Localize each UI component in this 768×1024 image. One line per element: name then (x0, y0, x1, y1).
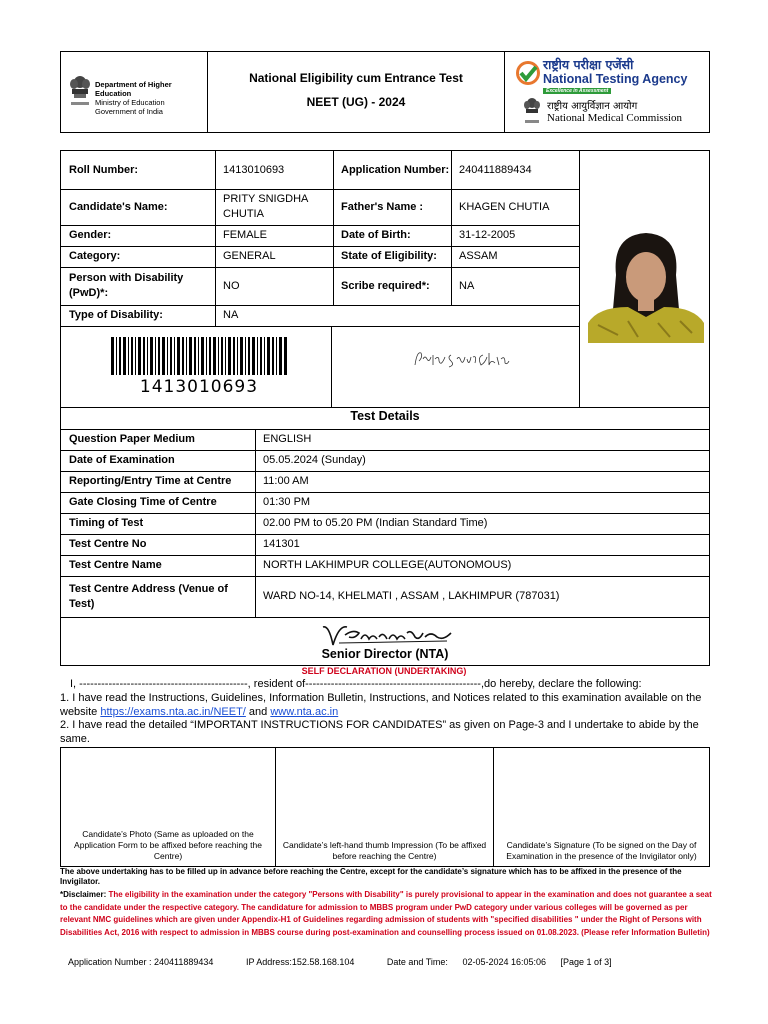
declaration-point-2: 2. I have read the detailed “IMPORTANT INSTRUCTIONS FOR CANDIDATES” as given on Page-3 and I undertake to abide by the same. (60, 719, 699, 745)
barcode-number: 1413010693 (139, 377, 259, 397)
director-title: Senior Director (NTA) (321, 647, 449, 661)
td-label-0: Question Paper Medium (69, 433, 195, 445)
dob-value: 31-12-2005 (459, 229, 516, 241)
candidate-name-value: PRITY SNIGDHA CHUTIA (223, 193, 308, 220)
state-value: ASSAM (459, 250, 498, 262)
candidate-signature (411, 343, 511, 373)
td-value-6: NORTH LAKHIMPUR COLLEGE(AUTONOMOUS) (263, 559, 512, 571)
td-value-0: ENGLISH (263, 433, 312, 445)
neet-website-link[interactable]: https://exams.nta.ac.in/NEET/ (100, 706, 246, 718)
gender-value: FEMALE (223, 229, 268, 241)
td-label-4: Timing of Test (69, 517, 144, 529)
ministry-text: Department of Higher Education Ministry of Education Government of India (95, 80, 172, 116)
td-label-1: Date of Examination (69, 454, 175, 466)
undertaking-boxes (60, 747, 710, 867)
pwd-label: Person with Disability (PwD)*: (69, 272, 184, 299)
td-label-2: Reporting/Entry Time at Centre (69, 475, 232, 487)
pwd-value: NO (223, 279, 240, 292)
footer (68, 957, 612, 967)
footer-datetime-label: Date and Time: (386, 957, 448, 967)
td-label-6: Test Centre Name (69, 559, 162, 571)
footer-page: [Page 1 of 3] (560, 957, 612, 967)
director-signature (319, 621, 455, 649)
disclaimer: *Disclaimer: The eligibility in the examination under the category "Persons with Disability" is purely provisional to appear in the examination and does not guarantee a seat to the candidate under the respective category. The candidature for admission to MBBS program under PwD category under various colleges will be governed as per relevant NMC guidelines which are given under Appendix-H1 of Guidelines regarding admission of students with "specified disabilities " under the Right of Persons with Disabilities Act, 2016 with respect to admission in MBBS course during post-examination and counselling process issued on 01.08.2023. (Please refer Information Bulletin) (60, 890, 712, 937)
scribe-label: Scribe required*: (341, 279, 430, 292)
nta-website-link[interactable]: www.nta.ac.in (270, 706, 339, 718)
td-value-7: WARD NO-14, KHELMATI , ASSAM , LAKHIMPUR (787031) (263, 590, 560, 602)
photo-box: Candidate’s Photo (Same as uploaded on the Application Form to be affixed before reaching the Centre) (61, 748, 276, 866)
disability-type-value: NA (223, 309, 239, 321)
header (60, 51, 710, 133)
gender-label: Gender: (69, 229, 112, 241)
nmc-emblem-icon (523, 96, 541, 126)
nta-logo-icon (515, 60, 541, 86)
scribe-value: NA (459, 279, 475, 292)
category-value: GENERAL (223, 250, 276, 262)
national-emblem-icon (69, 74, 91, 110)
signature-box: Candidate’s Signature (To be signed on the Day of Examination in the presence of the Invigilator only) (506, 840, 697, 861)
application-number-value: 240411889434 (459, 163, 532, 176)
declaration-point-1: 1. I have read the Instructions, Guidelines, Information Bulletin, Instructions, and Notices related to this examination available on the website https://exams.nta.ac.in/NEET/ and www.nta.ac.in (60, 692, 702, 718)
footer-ip: IP Address:152.58.168.104 (245, 957, 355, 967)
self-declaration-title: SELF DECLARATION (UNDERTAKING) (301, 666, 467, 676)
roll-number-value: 1413010693 (223, 163, 285, 176)
application-number-label: Application Number: (341, 163, 450, 176)
page-title: National Eligibility cum Entrance Test NEET (UG) - 2024 (249, 71, 463, 109)
td-label-5: Test Centre No (69, 538, 147, 550)
roll-number-label: Roll Number: (69, 163, 139, 176)
footer-app-number: Application Number : 240411889434 (68, 957, 214, 967)
td-value-5: 141301 (263, 538, 300, 550)
declaration-intro: I, ----------------------------------------------, resident of------------------------------------------------,do hereby, declare the following: (70, 678, 642, 690)
ministry-block (61, 52, 208, 132)
father-name-label: Father's Name : (341, 200, 424, 213)
td-value-3: 01:30 PM (263, 496, 311, 508)
td-value-1: 05.05.2024 (Sunday) (263, 454, 366, 466)
admit-card-details (60, 150, 710, 666)
father-name-value: KHAGEN CHUTIA (459, 200, 550, 213)
footer-datetime: 02-05-2024 16:05:06 (462, 957, 547, 967)
category-label: Category: (69, 250, 121, 262)
candidate-photo (588, 225, 704, 343)
td-value-2: 11:00 AM (263, 475, 309, 487)
test-details-title: Test Details (350, 409, 420, 423)
undertaking-note: The above undertaking has to be filled up in advance before reaching the Centre, except for the candidate’s signature which has to be affixed in the presence of the Invigilator. (60, 867, 682, 886)
agency-logos: राष्ट्रीय परीक्षा एजेंसी National Testing Agency Excellence in Assessment राष्ट्रीय आयुर्विज्ञान आयोग National Medical Commission (504, 52, 709, 132)
disability-type-label: Type of Disability: (69, 309, 163, 321)
dob-label: Date of Birth: (341, 229, 411, 241)
td-label-3: Gate Closing Time of Centre (69, 496, 217, 508)
candidate-name-label: Candidate's Name: (69, 200, 168, 213)
thumb-box: Candidate’s left-hand thumb Impression (To be affixed before reaching the Centre) (276, 748, 494, 866)
td-value-4: 02.00 PM to 05.20 PM (Indian Standard Time) (263, 517, 488, 529)
state-label: State of Eligibility: (341, 250, 437, 262)
td-label-7: Test Centre Address (Venue of Test) (69, 582, 228, 610)
barcode (111, 337, 287, 375)
